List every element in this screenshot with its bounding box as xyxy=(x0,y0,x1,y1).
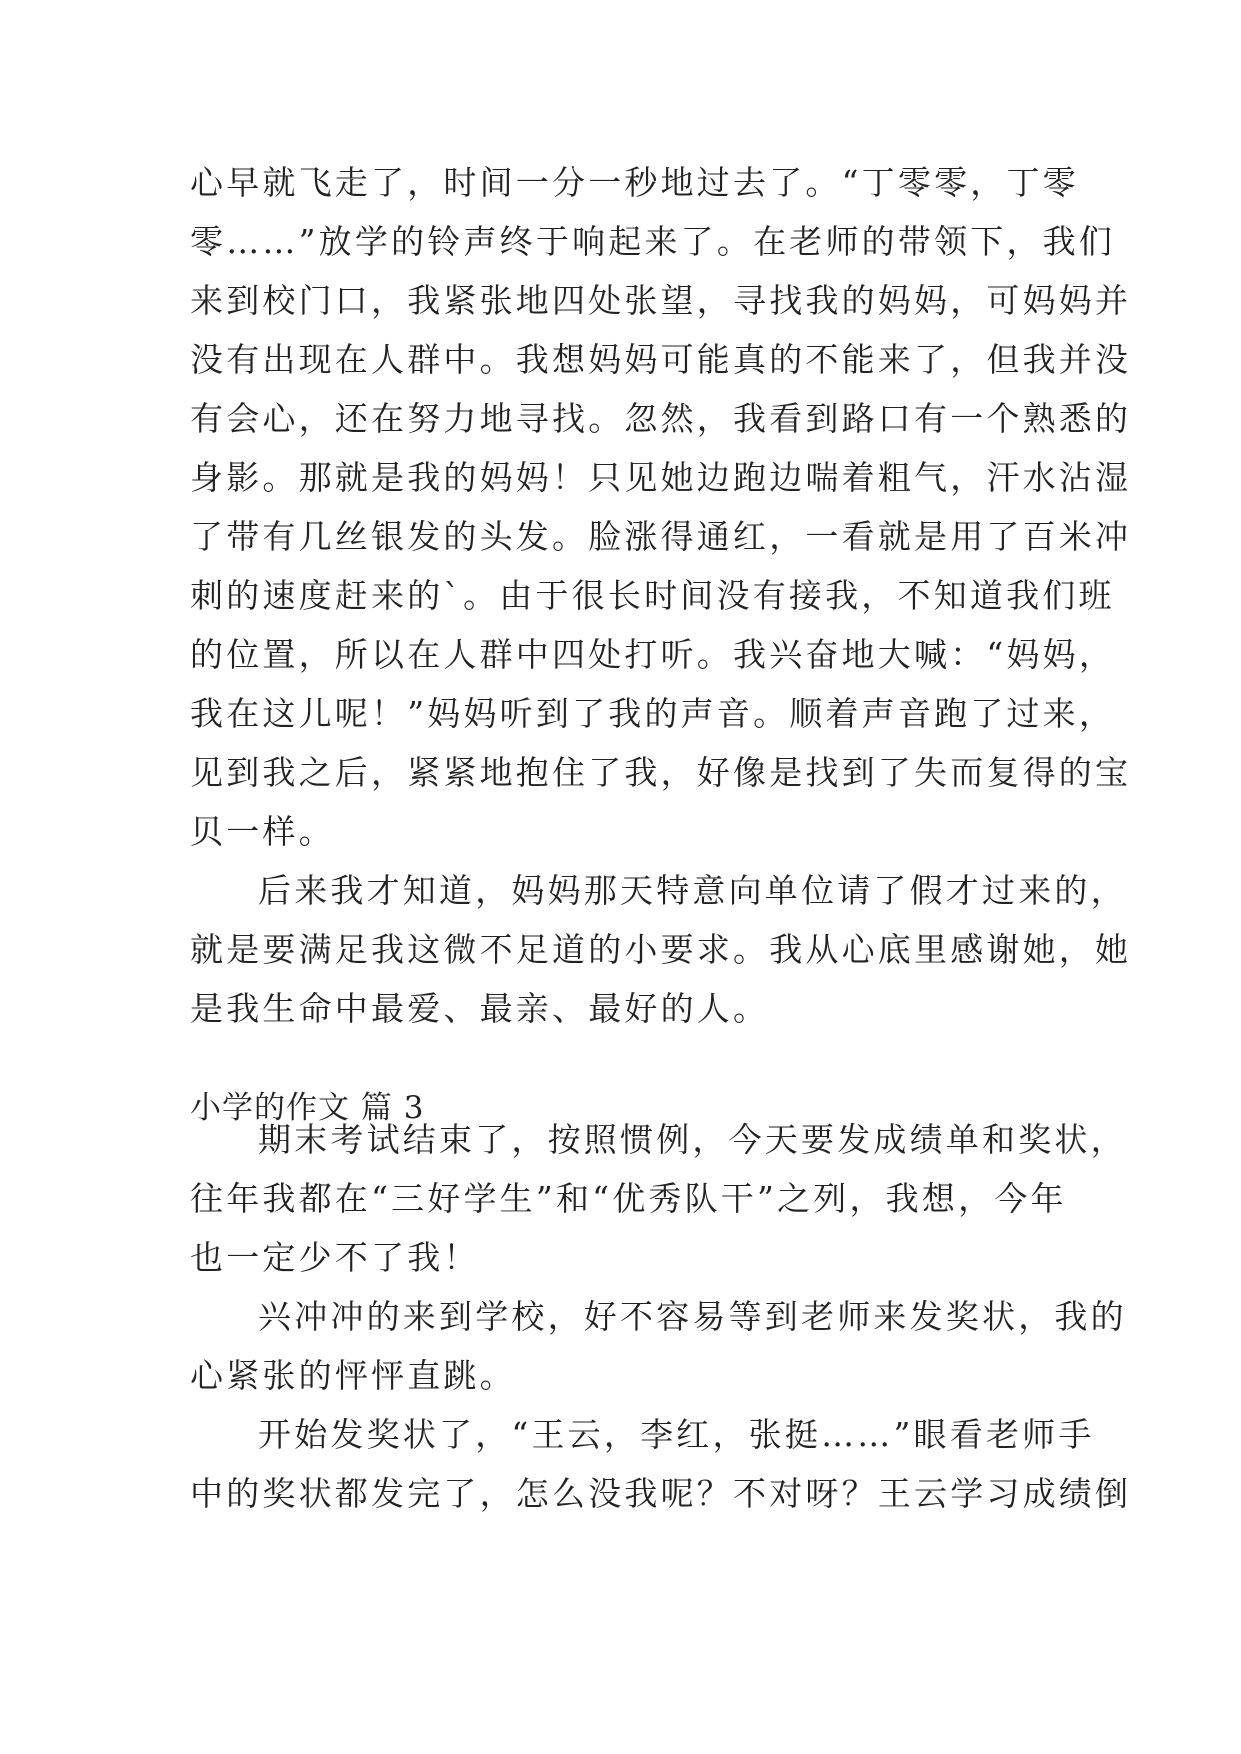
text-line: 心紧张的怦怦直跳。 xyxy=(190,1356,516,1395)
text-line: 是我生命中最爱、最亲、最好的人。 xyxy=(190,989,770,1028)
text-line: 我在这儿呢！”妈妈听到了我的声音。顺着声音跑了过来， xyxy=(190,694,1116,733)
paragraph xyxy=(190,1405,1132,1523)
essay-section-3 xyxy=(190,1110,1132,1523)
text-line: 往年我都在“三好学生”和“优秀队干”之列，我想，今年 xyxy=(190,1179,1067,1218)
paragraph xyxy=(190,1110,1127,1287)
paragraph xyxy=(190,861,1132,1038)
text-line: 兴冲冲的来到学校，好不容易等到老师来发奖状，我的 xyxy=(258,1297,1127,1336)
text-line: 没有出现在人群中。我想妈妈可能真的不能来了，但我并没 xyxy=(190,340,1132,379)
text-line: 后来我才知道，妈妈那天特意向单位请了假才过来的， xyxy=(258,871,1127,910)
paragraph xyxy=(190,153,1132,861)
text-line: 也一定少不了我！ xyxy=(190,1238,480,1277)
text-line: 贝一样。 xyxy=(190,812,335,851)
text-line: 中的奖状都发完了，怎么没我呢？不对呀？王云学习成绩倒 xyxy=(190,1474,1132,1513)
text-line: 刺的速度赶来的`。由于很长时间没有接我，不知道我们班 xyxy=(190,576,1115,615)
paragraph xyxy=(190,1287,1127,1405)
text-line: 了带有几丝银发的头发。脸涨得通红，一看就是用了百米冲 xyxy=(190,517,1132,556)
text-line: 就是要满足我这微不足道的小要求。我从心底里感谢她，她 xyxy=(190,930,1132,969)
text-line: 来到校门口，我紧张地四处张望，寻找我的妈妈，可妈妈并 xyxy=(190,281,1132,320)
text-line: 零……”放学的铃声终于响起来了。在老师的带领下，我们 xyxy=(190,222,1116,261)
text-line: 开始发奖状了，“王云，李红，张挺……”眼看老师手 xyxy=(258,1415,1095,1454)
text-line: 心早就飞走了，时间一分一秒地过去了。“丁零零，丁零 xyxy=(190,163,1079,202)
text-line: 的位置，所以在人群中四处打听。我兴奋地大喊：“妈妈， xyxy=(190,635,1116,674)
text-line: 有会心，还在努力地寻找。忽然，我看到路口有一个熟悉的 xyxy=(190,399,1132,438)
text-line: 身影。那就是我的妈妈！只见她边跑边喘着粗气，汗水沾湿 xyxy=(190,458,1132,497)
text-line: 见到我之后，紧紧地抱住了我，好像是找到了失而复得的宝 xyxy=(190,753,1132,792)
essay-continuation xyxy=(190,153,1132,1038)
text-line: 期末考试结束了，按照惯例，今天要发成绩单和奖状， xyxy=(258,1120,1127,1159)
section-heading: 小学的作文 篇 3 xyxy=(190,1090,425,1126)
